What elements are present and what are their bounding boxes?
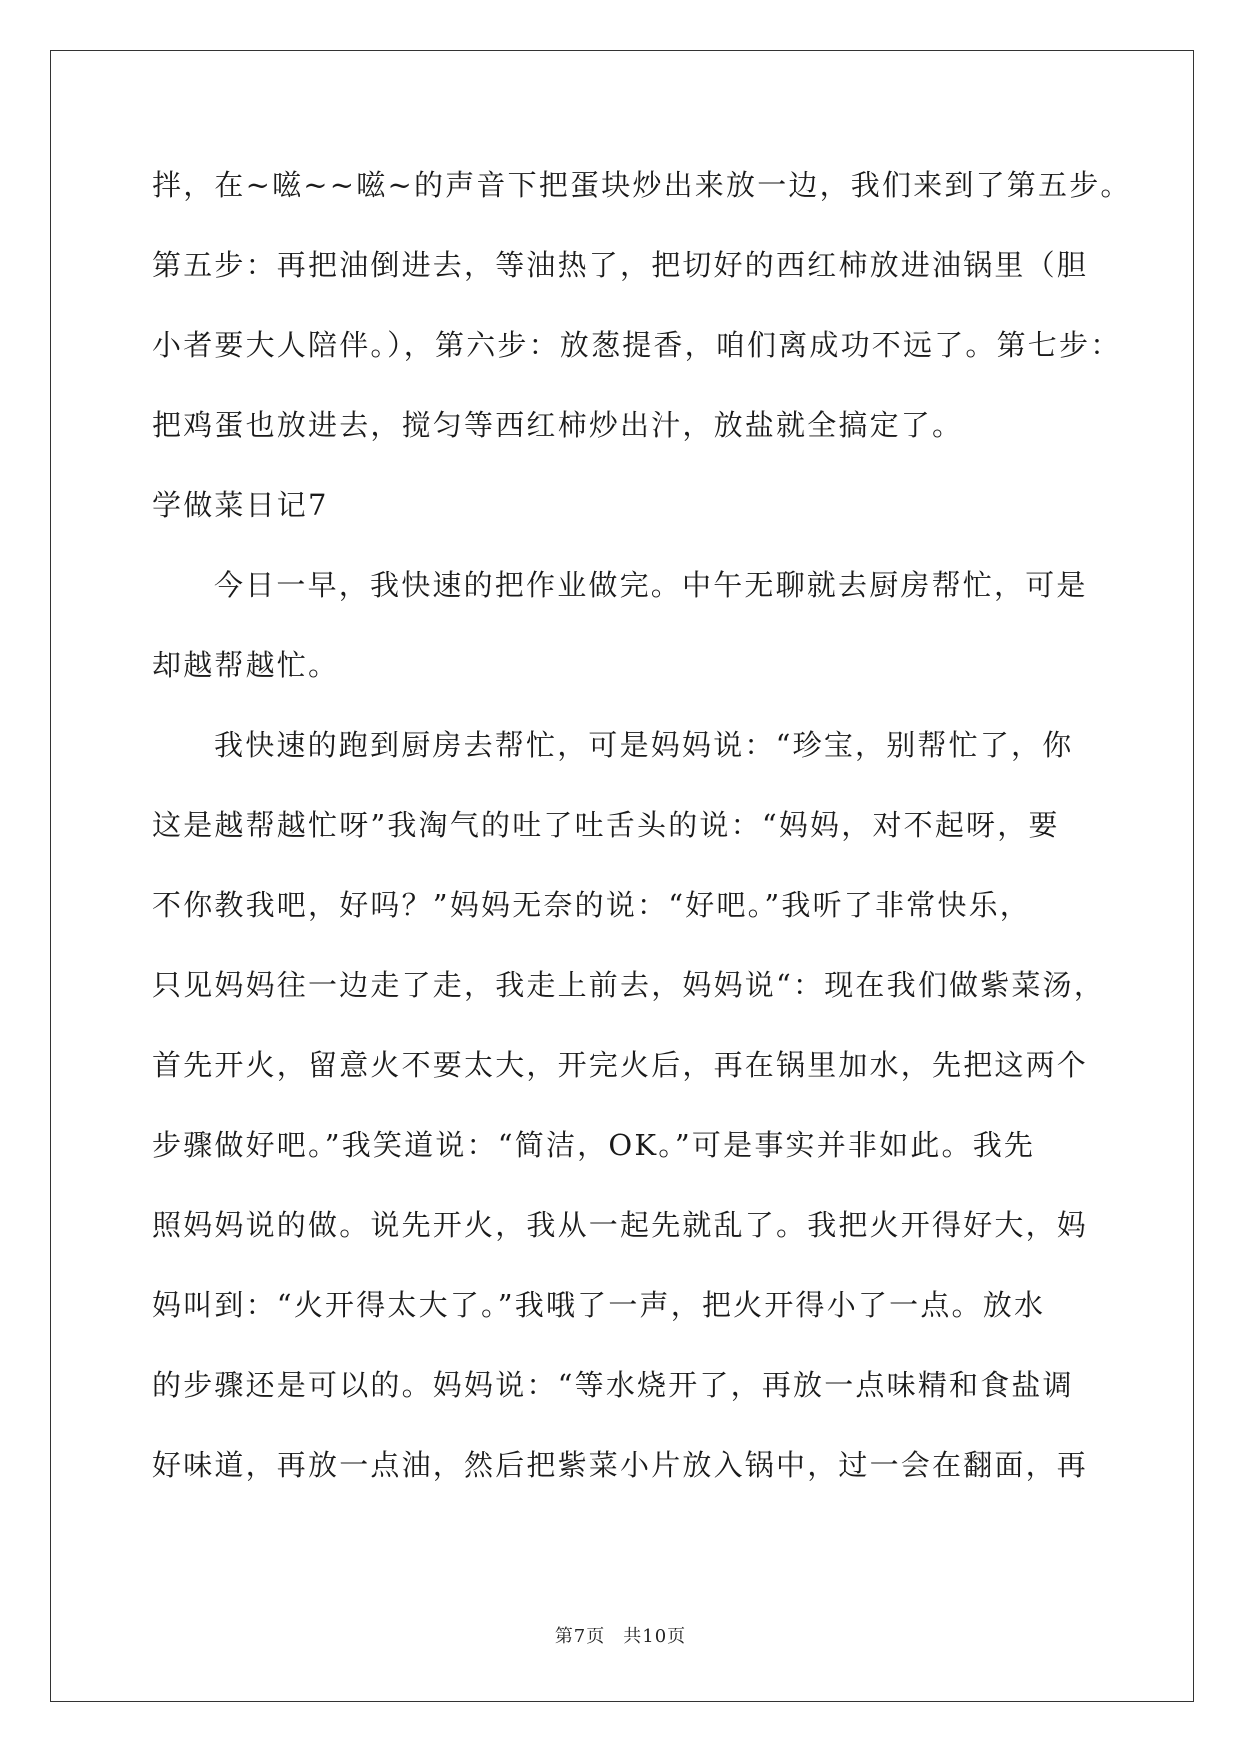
document-body <box>152 160 1132 1520</box>
page-footer <box>0 1622 1241 1648</box>
text-line: 这是越帮越忙呀”我淘气的吐了吐舌头的说：“妈妈，对不起呀，要 <box>152 808 1060 842</box>
text-line: 的步骤还是可以的。妈妈说：“等水烧开了，再放一点味精和食盐调 <box>152 1368 1074 1402</box>
text-line: 拌，在~嗞~~嗞~的声音下把蛋块炒出来放一边，我们来到了第五步。 <box>152 168 1132 202</box>
text-line: 只见妈妈往一边走了走，我走上前去，妈妈说“：现在我们做紫菜汤， <box>152 968 1106 1002</box>
text-line: 小者要大人陪伴。），第六步：放葱提香，咱们离成功不远了。第七步： <box>152 328 1122 362</box>
text-line: 照妈妈说的做。说先开火，我从一起先就乱了。我把火开得好大，妈 <box>152 1208 1089 1242</box>
text-line: 妈叫到：“火开得太大了。”我哦了一声，把火开得小了一点。放水 <box>152 1288 1046 1322</box>
text-line: 第五步：再把油倒进去，等油热了，把切好的西红柿放进油锅里（胆 <box>152 248 1089 282</box>
page-number: 第7页 <box>554 1626 606 1647</box>
page-total: 共10页 <box>623 1626 687 1647</box>
text-line: 却越帮越忙。 <box>152 648 340 682</box>
section-title: 学做菜日记7 <box>152 488 329 522</box>
paragraph-start: 今日一早，我快速的把作业做完。中午无聊就去厨房帮忙，可是 <box>214 568 1088 602</box>
text-line: 首先开火，留意火不要太大，开完火后，再在锅里加水，先把这两个 <box>152 1048 1089 1082</box>
text-line: 步骤做好吧。”我笑道说：“简洁，OK。”可是事实并非如此。我先 <box>152 1128 1036 1162</box>
paragraph-start: 我快速的跑到厨房去帮忙，可是妈妈说：“珍宝，别帮忙了，你 <box>214 728 1074 762</box>
text-line: 把鸡蛋也放进去，搅匀等西红柿炒出汁，放盐就全搞定了。 <box>152 408 964 442</box>
text-line: 好味道，再放一点油，然后把紫菜小片放入锅中，过一会在翻面，再 <box>152 1448 1089 1482</box>
text-line: 不你教我吧，好吗？”妈妈无奈的说：“好吧。”我听了非常快乐， <box>152 888 1031 922</box>
